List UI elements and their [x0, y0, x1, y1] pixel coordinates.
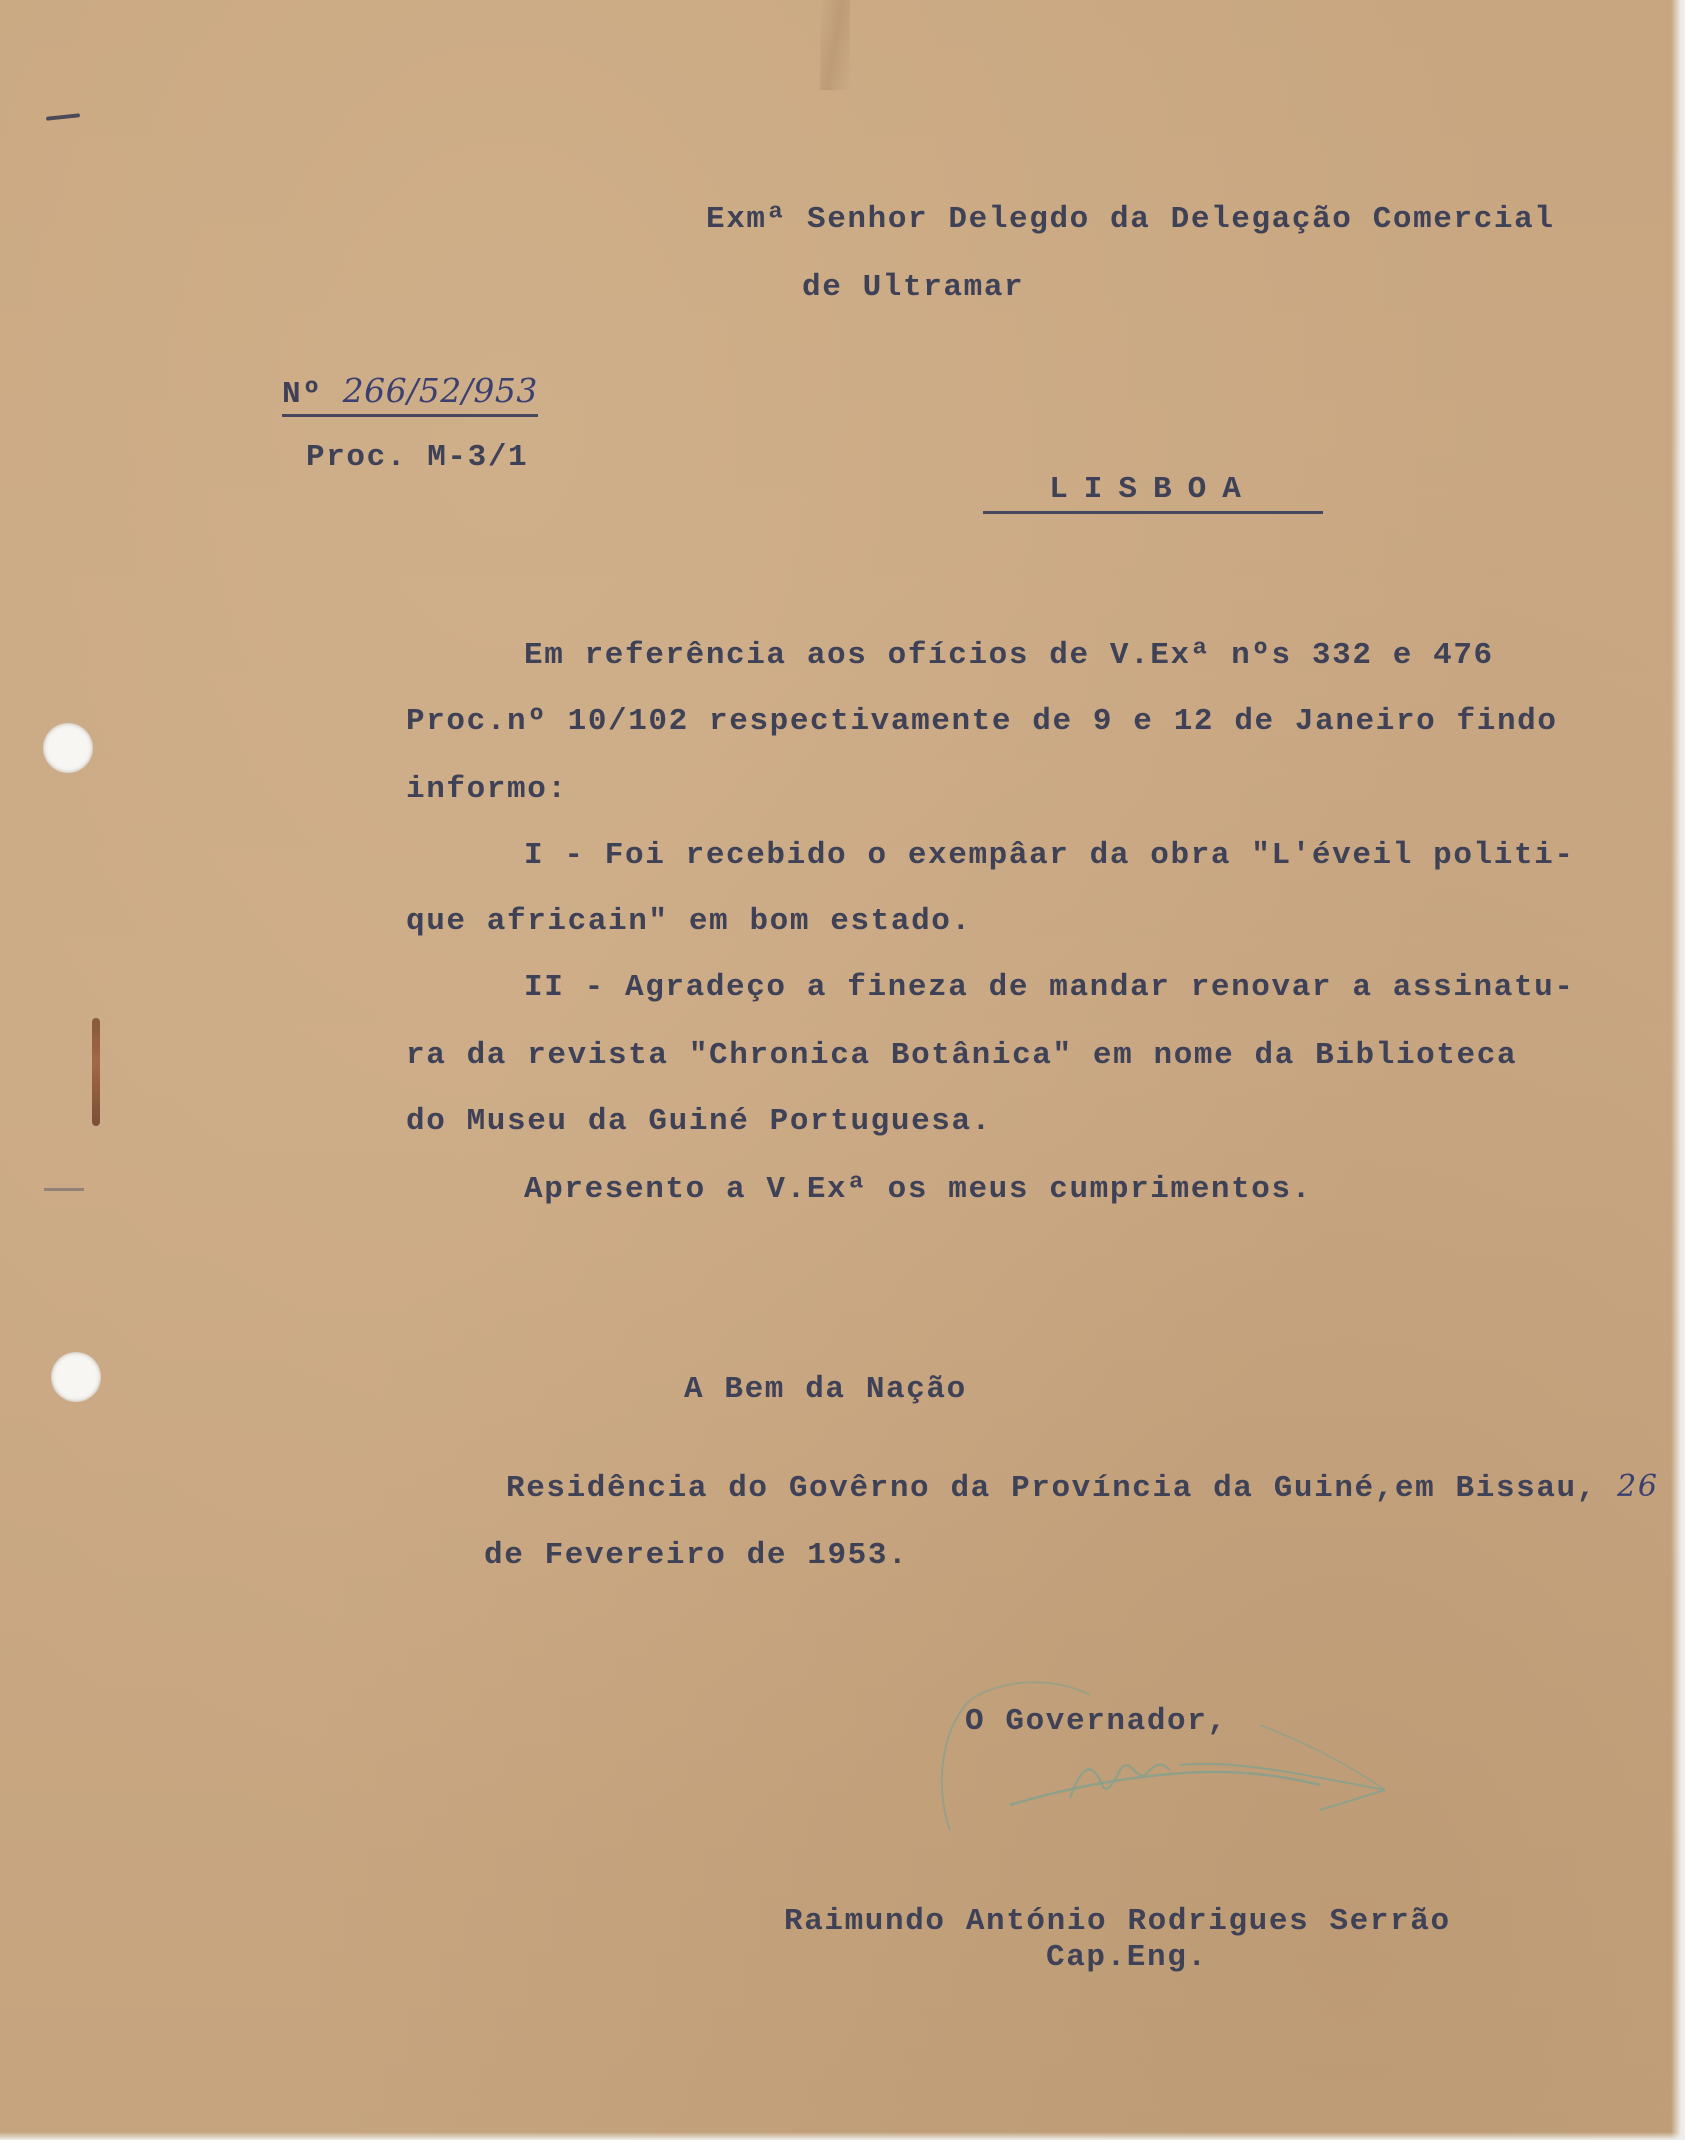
paper-edge-bottom [0, 2132, 1685, 2140]
body-line: do Museu da Guiné Portuguesa. [406, 1104, 992, 1139]
punch-hole-top [43, 723, 93, 773]
recipient-line-1: Exmª Senhor Delegdo da Delegação Comercial [706, 202, 1555, 237]
place-date-line-2: de Fevereiro de 1953. [484, 1538, 909, 1573]
signer-title: O Governador, [965, 1704, 1228, 1739]
body-line: Em referência aos ofícios de V.Exª nºs 332 e 476 [524, 638, 1494, 673]
signer-name: Raimundo António Rodrigues Serrão [784, 1904, 1451, 1939]
ink-mark [46, 113, 80, 121]
paper-edge-right [1671, 0, 1685, 2140]
body-line: Proc.nº 10/102 respectivamente de 9 e 12 de Janeiro findo [406, 704, 1558, 739]
process-number: Proc. M-3/1 [306, 440, 529, 475]
body-line: ra da revista "Chronica Botânica" em nome da Biblioteca [406, 1038, 1518, 1073]
fold-mark [44, 1188, 84, 1191]
handwritten-day: 26 [1617, 1469, 1659, 1504]
closing-salutation: A Bem da Nação [684, 1372, 967, 1407]
paper-crease [820, 0, 850, 90]
body-line: II - Agradeço a fineza de mandar renovar a assinatu- [524, 970, 1575, 1005]
body-line: que africain" em bom estado. [406, 904, 972, 939]
reference-number-handwritten: 266/52/953 [342, 371, 538, 410]
place-text: Residência do Govêrno da Província da Guiné,em Bissau, [506, 1471, 1618, 1506]
signer-rank: Cap.Eng. [1046, 1940, 1208, 1975]
rust-stain [92, 1018, 100, 1126]
punch-hole-bottom [51, 1352, 101, 1402]
body-line: Apresento a V.Exª os meus cumprimentos. [524, 1172, 1312, 1207]
reference-prefix: Nº [282, 377, 343, 412]
body-line: informo: [406, 772, 568, 807]
body-line: I - Foi recebido o exempâar da obra "L'éveil politi- [524, 838, 1575, 873]
reference-number [282, 371, 538, 417]
handwritten-signature [930, 1670, 1390, 1850]
city-heading: LISBOA [983, 474, 1323, 514]
recipient-line-2: de Ultramar [802, 270, 1025, 305]
place-date-line-1 [506, 1469, 1659, 1506]
